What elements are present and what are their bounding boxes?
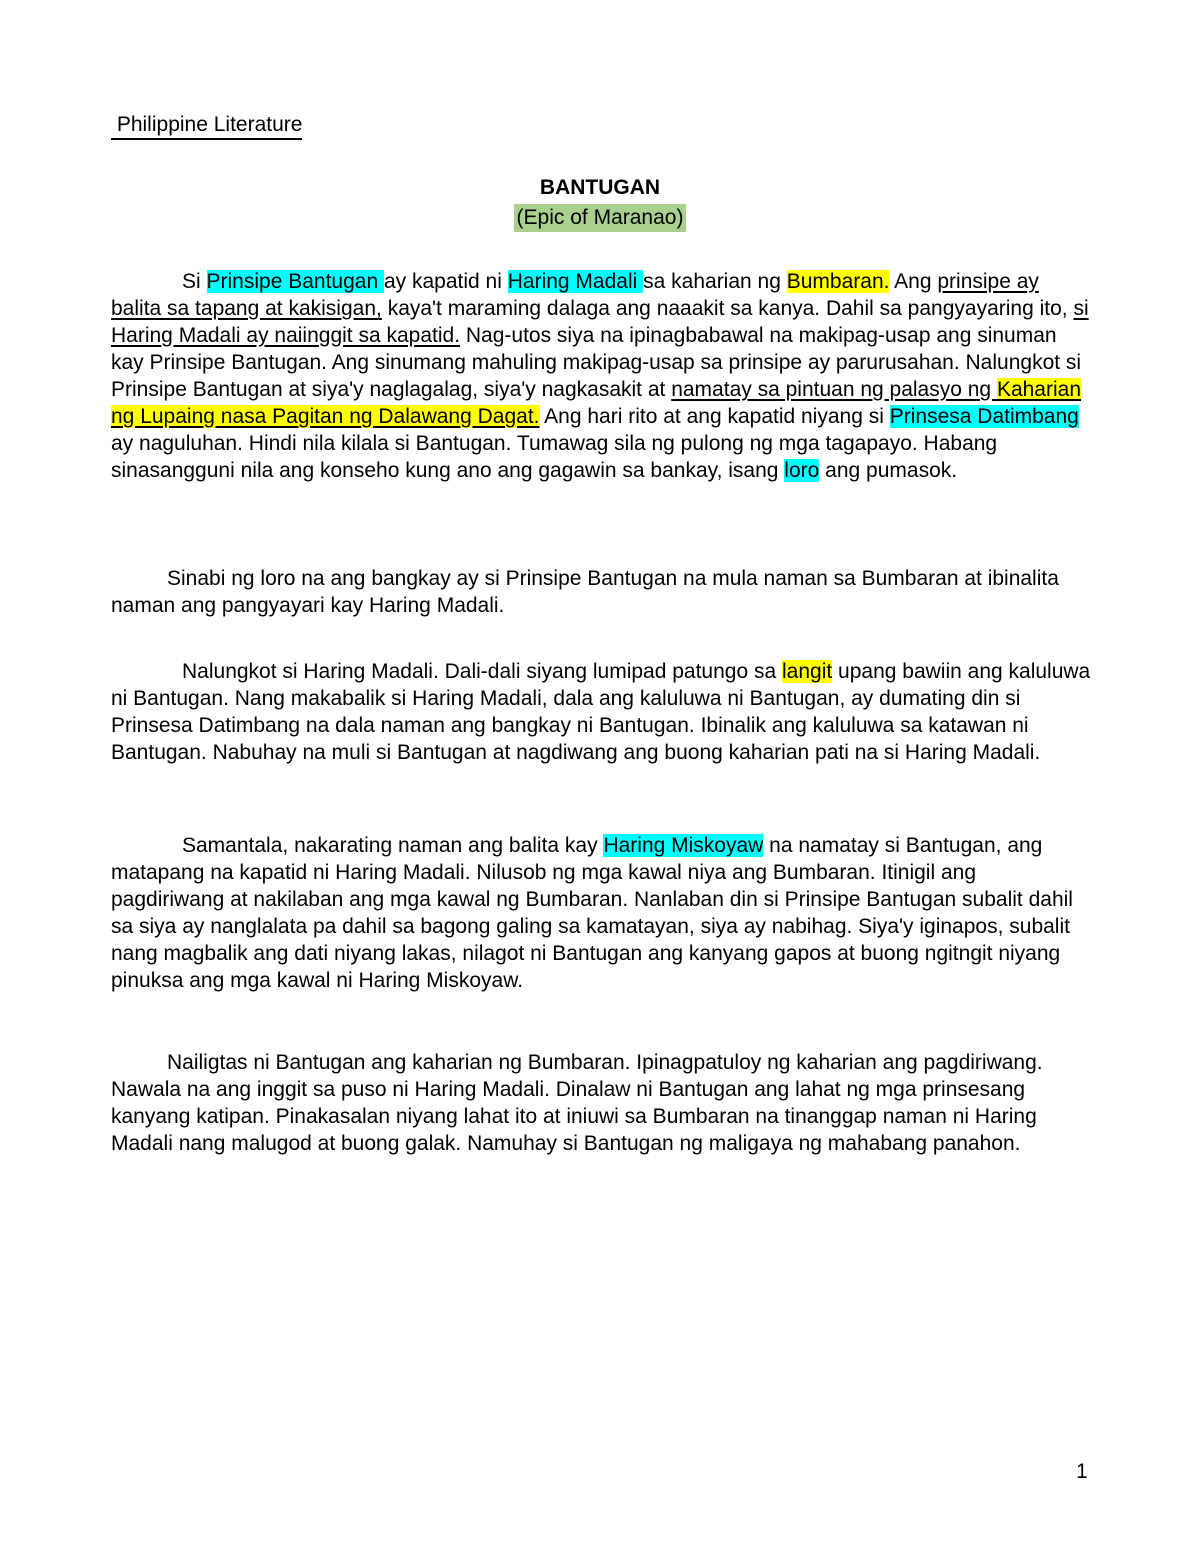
paragraph-1	[111, 268, 1091, 484]
highlight-loro: loro	[784, 459, 820, 482]
highlight-prinsipe-bantugan: Prinsipe Bantugan	[206, 270, 384, 293]
p1-text-9: ang pumasok.	[819, 459, 958, 482]
p1-text-3: sa kaharian ng	[643, 270, 787, 293]
p1-text-5: kaya't maraming dalaga ang naaakit sa kanya. Dahil sa pangyayaring ito,	[381, 297, 1074, 320]
highlight-bumbaran: Bumbaran.	[786, 270, 890, 293]
subtitle-container	[0, 204, 1200, 232]
p1-text-8: ay naguluhan. Hindi nila kilala si Bantugan. Tumawag sila ng pulong ng mga tagapayo. Habang sinasangguni nila ang konseho kung ano ang gagawin sa bankay, isang	[111, 432, 998, 482]
document-subtitle: (Epic of Maranao)	[514, 204, 687, 232]
p1-text-4: Ang	[889, 270, 938, 293]
p1-text-7: Ang hari rito at ang kapatid niyang si	[539, 405, 890, 428]
paragraph-3	[111, 658, 1091, 766]
underline-prinsipe-balita: prinsipe ay balita sa tapang at kakisigan,	[111, 270, 1039, 320]
highlight-haring-miskoyaw: Haring Miskoyaw	[603, 834, 764, 857]
p2-text: Sinabi ng loro na ang bangkay ay si Prinsipe Bantugan na mula naman sa Bumbaran at ibinalita naman ang pangyayari kay Haring Madali.	[111, 567, 1059, 617]
highlight-haring-madali: Haring Madali	[507, 270, 644, 293]
paragraph-5	[111, 1049, 1091, 1157]
underline-haring-madali-naiinggit: si Haring Madali ay naiinggit sa kapatid.	[111, 297, 1089, 347]
highlight-prinsesa-datimbang: Prinsesa Datimbang	[889, 405, 1079, 428]
p3-text-1: Nalungkot si Haring Madali. Dali-dali siyang lumipad patungo sa	[182, 660, 782, 683]
p1-text-6: Nag-utos siya na ipinagbabawal na makipag-usap ang sinuman kay Prinsipe Bantugan. Ang sinumang mahuling makipag-usap sa prinsipe ay parurusahan. Nalungkot si Prinsipe Bantugan at siya'y naglagalag, siya'y nagkasakit at	[111, 324, 1082, 401]
p1-text-2: ay kapatid ni	[383, 270, 508, 293]
highlight-kaharian-ng-lupaing: Kaharian ng Lupaing nasa Pagitan ng Dalawang Dagat.	[111, 378, 1081, 428]
page-number: 1	[1076, 1460, 1088, 1483]
p4-text-2: na namatay si Bantugan, ang matapang na kapatid ni Haring Madali. Nilusob ng mga kawal niya ang Bumbaran. Itinigil ang pagdiriwang at nakilaban ang mga kawal ng Bumbaran. Nanlaban din si Prinsipe Bantugan subalit dahil sa siya ay nanglalata pa dahil sa bagong galing sa kamatayan, siya ay nabihag. Siya'y iginapos, subalit nang magbalik ang dati niyang lakas, nilagot ni Bantugan ang kanyang gapos at buong ngitngit niyang pinuksa ang mga kawal ni Haring Miskoyaw.	[111, 834, 1073, 992]
p5-text: Nailigtas ni Bantugan ang kaharian ng Bumbaran. Ipinagpatuloy ng kaharian ang pagdiriwang. Nawala na ang inggit sa puso ni Haring Madali. Dinalaw ni Bantugan ang lahat ng mga prinsesang kanyang katipan. Pinakasalan niyang lahat ito at iniuwi sa Bumbaran na tinanggap naman ni Haring Madali nang malugod at buong galak. Namuhay si Bantugan ng maligaya ng mahabang panahon.	[111, 1051, 1043, 1155]
p1-text-1: Si	[182, 270, 207, 293]
course-header: Philippine Literature	[111, 111, 302, 140]
document-title: BANTUGAN	[539, 176, 661, 199]
paragraph-4	[111, 832, 1091, 994]
p3-text-2: upang bawiin ang kaluluwa ni Bantugan. Nang makabalik si Haring Madali, dala ang kaluluwa ni Bantugan, ay dumating din si Prinsesa Datimbang na dala naman ang bangkay ni Bantugan. Ibinalik ang kaluluwa sa katawan ni Bantugan. Nabuhay na muli si Bantugan at nagdiwang ang buong kaharian pati na si Haring Madali.	[111, 660, 1091, 764]
highlight-langit: langit	[782, 660, 833, 683]
p4-text-1: Samantala, nakarating naman ang balita kay	[182, 834, 604, 857]
underline-namatay-sa-pintuan: namatay sa pintuan ng palasyo ng	[671, 378, 997, 401]
paragraph-2	[111, 565, 1091, 619]
